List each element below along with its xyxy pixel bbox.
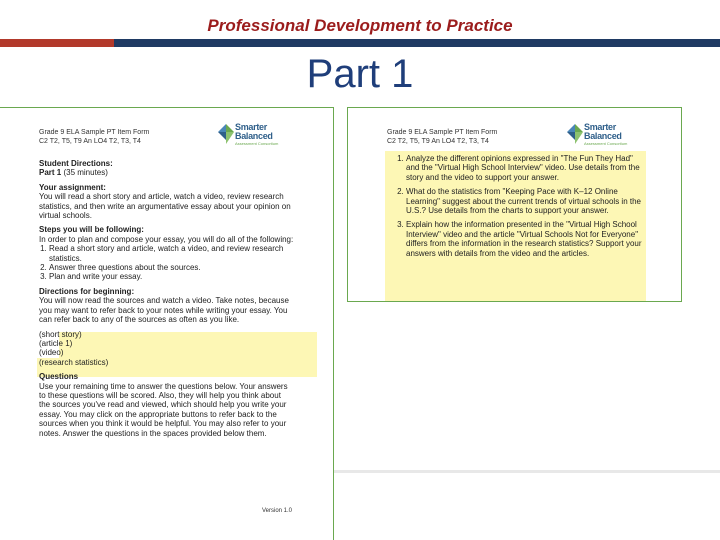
logo-word-1: Smarter bbox=[235, 122, 267, 132]
page-meta-line: Grade 9 ELA Sample PT Item Form bbox=[39, 129, 150, 136]
slide-title: Part 1 bbox=[306, 52, 414, 96]
page-meta-line: C2 T2, T5, T9 An LO4 T2, T3, T4 bbox=[387, 138, 489, 145]
version-label: Version 1.0 bbox=[262, 508, 293, 514]
beginning-heading: Directions for beginning: bbox=[39, 286, 135, 296]
source-item: (video) bbox=[39, 348, 64, 358]
document-page-questions bbox=[347, 107, 682, 302]
part-line bbox=[39, 168, 294, 177]
assignment-heading: Your assignment: bbox=[39, 182, 106, 192]
logo-word-1: Smarter bbox=[584, 122, 616, 132]
steps-intro: In order to plan and compose your essay, you will do all of the following: bbox=[39, 234, 294, 244]
logo-mark-icon bbox=[567, 124, 583, 144]
logo-subtitle: Assessment Consortium bbox=[235, 141, 279, 146]
header-accent-bar-right bbox=[114, 39, 720, 47]
questions-text: Use your remaining time to answer the questions below. Your answers to these questions will be scored. Also, they will help you think about the sources you've read and viewed, which should help you write your essay. You may click on the appropriate buttons to refer back to the sources when you think it would be helpful. You may also refer to your notes. Answer the questions in the spaces provided below them. bbox=[39, 381, 288, 438]
questions-list bbox=[393, 154, 643, 263]
steps-list bbox=[39, 244, 294, 282]
page-meta bbox=[39, 128, 149, 146]
part-label: Part 1 bbox=[39, 168, 62, 178]
document-page-directions bbox=[0, 107, 334, 540]
header-accent-bar-left bbox=[0, 39, 114, 47]
smarter-balanced-logo bbox=[567, 122, 639, 148]
header-title: Professional Development to Practice bbox=[207, 16, 513, 35]
logo-wordmark bbox=[584, 123, 622, 141]
list-item: 2. Answer three questions about the sources. bbox=[49, 263, 294, 272]
divider-rule bbox=[334, 470, 720, 473]
logo-subtitle: Assessment Consortium bbox=[584, 141, 628, 146]
page-meta-line: Grade 9 ELA Sample PT Item Form bbox=[387, 129, 498, 136]
page-meta-line: C2 T2, T5, T9 An LO4 T2, T3, T4 bbox=[39, 138, 141, 145]
directions-content bbox=[39, 159, 294, 440]
source-item: (research statistics) bbox=[39, 357, 109, 367]
logo-word-2: Balanced bbox=[235, 131, 273, 141]
smarter-balanced-logo bbox=[218, 122, 290, 148]
list-item: 1. Read a short story and article, watch a video, and review research statistics. bbox=[49, 244, 294, 263]
list-item: 2. What do the statistics from "Keeping Pace with K–12 Online Learning" suggest about the current trends of virtual schools in the U.S.? Use details from the charts to support your answer. bbox=[406, 187, 643, 215]
part-duration: (35 minutes) bbox=[61, 168, 108, 178]
logo-mark-icon bbox=[218, 124, 234, 144]
source-item: (short story) bbox=[39, 329, 82, 339]
source-item: (article 1) bbox=[39, 338, 73, 348]
logo-word-2: Balanced bbox=[584, 131, 622, 141]
assignment-text: You will read a short story and article, watch a video, review research statistics, and then write an argumentative essay about your opinion on virtual schools. bbox=[39, 192, 291, 221]
steps-heading: Steps you will be following: bbox=[39, 225, 144, 235]
logo-wordmark bbox=[235, 123, 273, 141]
page-meta bbox=[387, 128, 497, 146]
questions-heading: Questions bbox=[39, 372, 79, 382]
list-item: 3. Plan and write your essay. bbox=[49, 272, 294, 281]
list-item: 3. Explain how the information presented in the "Virtual High School Interview" video and the article "Virtual Schools Not for Everyone" differs from the information in the research statistics? Support your answers with details from the video and the articles. bbox=[406, 220, 643, 258]
beginning-text: You will now read the sources and watch a video. Take notes, because you may want to refer back to your notes while writing your essay. You can refer back to any of the sources as often as you like. bbox=[39, 296, 289, 325]
student-directions-heading: Student Directions: bbox=[39, 159, 113, 168]
list-item: 1. Analyze the different opinions expressed in "The Fun They Had" and the "Virtual High School Interview" video. Use details from the story and the video to support your answer. bbox=[406, 154, 643, 182]
